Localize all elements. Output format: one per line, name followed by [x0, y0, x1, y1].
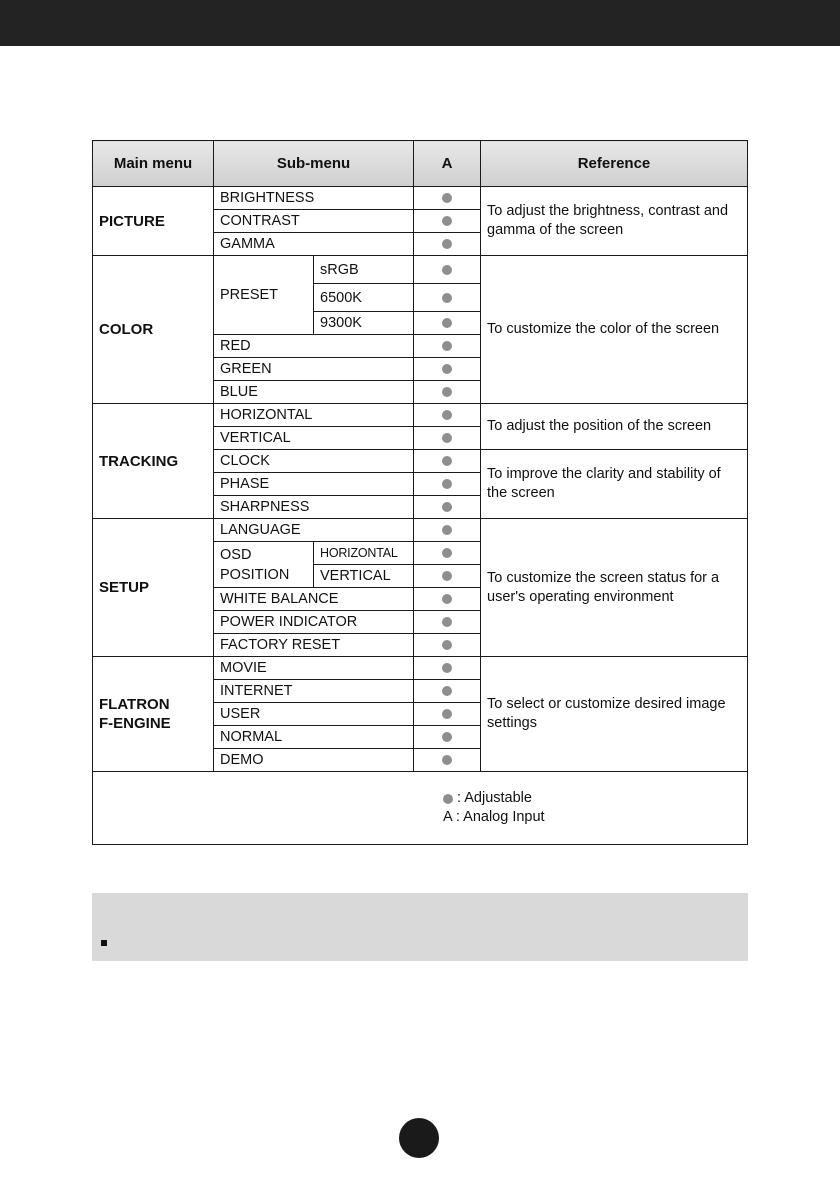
- adjustable-dot-icon: [442, 732, 452, 742]
- osd-label-line-1: OSD: [220, 546, 252, 563]
- osd-label-line-2: POSITION: [220, 566, 290, 583]
- adjustable-dot-icon: [442, 686, 452, 696]
- adjustable-dot-icon: [442, 364, 452, 374]
- adjustable-dot-icon: [442, 433, 452, 443]
- reference-setup: To customize the screen status for a user's operating environment: [481, 519, 748, 657]
- main-menu-flatron: [93, 657, 214, 772]
- sub-menu-item: FACTORY RESET: [214, 634, 414, 657]
- sub-menu-osd-position: [214, 542, 314, 588]
- adjustable-dot-icon: [442, 709, 452, 719]
- reference-flatron: To select or customize desired image settings: [481, 657, 748, 772]
- legend-row: [93, 772, 748, 845]
- adjustable-dot-icon: [442, 193, 452, 203]
- sub-menu-item: LANGUAGE: [214, 519, 414, 542]
- preset-option: sRGB: [314, 256, 414, 284]
- page-number-circle: [399, 1118, 439, 1158]
- adjustable-dot-icon: [442, 663, 452, 673]
- note-box: [92, 893, 748, 961]
- sub-menu-item: CLOCK: [214, 450, 414, 473]
- flatron-label-line-2: F-ENGINE: [99, 715, 171, 732]
- sub-menu-item: GAMMA: [214, 233, 414, 256]
- adjustable-dot-icon: [442, 456, 452, 466]
- sub-menu-item: POWER INDICATOR: [214, 611, 414, 634]
- legend-adjustable: : Adjustable: [457, 790, 532, 806]
- header-reference: Reference: [481, 141, 748, 187]
- sub-menu-item: INTERNET: [214, 680, 414, 703]
- main-menu-setup: SETUP: [93, 519, 214, 657]
- adjustable-dot-icon: [442, 640, 452, 650]
- sub-menu-item: DEMO: [214, 749, 414, 772]
- top-header-bar: [0, 0, 840, 46]
- preset-option: 9300K: [314, 312, 414, 335]
- adjustable-dot-icon: [442, 755, 452, 765]
- legend: [443, 789, 741, 827]
- table-row: [93, 256, 748, 284]
- legend-analog: A : Analog Input: [443, 809, 545, 825]
- sub-menu-item: HORIZONTAL: [214, 404, 414, 427]
- adjustable-dot-icon: [442, 265, 452, 275]
- preset-option: 6500K: [314, 284, 414, 312]
- adjustable-dot-icon: [442, 410, 452, 420]
- sub-menu-item: BLUE: [214, 381, 414, 404]
- sub-menu-item: SHARPNESS: [214, 496, 414, 519]
- flatron-label-line-1: FLATRON: [99, 696, 170, 713]
- sub-menu-item: BRIGHTNESS: [214, 187, 414, 210]
- sub-menu-item: WHITE BALANCE: [214, 588, 414, 611]
- sub-menu-item: NORMAL: [214, 726, 414, 749]
- main-menu-tracking: TRACKING: [93, 404, 214, 519]
- adjustable-dot-icon: [442, 548, 452, 558]
- adjustable-dot-icon: [442, 594, 452, 604]
- sub-menu-item: USER: [214, 703, 414, 726]
- reference-picture: To adjust the brightness, contrast and gamma of the screen: [481, 187, 748, 256]
- adjustable-dot-icon: [443, 794, 453, 804]
- sub-menu-item: VERTICAL: [214, 427, 414, 450]
- table-header-row: [93, 141, 748, 187]
- osd-option: HORIZONTAL: [314, 542, 414, 565]
- reference-tracking-clarity: To improve the clarity and stability of the screen: [481, 450, 748, 519]
- sub-menu-item: CONTRAST: [214, 210, 414, 233]
- reference-color: To customize the color of the screen: [481, 256, 748, 404]
- adjustable-dot-icon: [442, 479, 452, 489]
- sub-menu-item: GREEN: [214, 358, 414, 381]
- main-menu-color: COLOR: [93, 256, 214, 404]
- header-sub-menu: Sub-menu: [214, 141, 414, 187]
- table-row: [93, 187, 748, 210]
- main-menu-picture: PICTURE: [93, 187, 214, 256]
- header-main-menu: Main menu: [93, 141, 214, 187]
- adjustable-dot-icon: [442, 571, 452, 581]
- osd-option: VERTICAL: [314, 565, 414, 588]
- table-row: [93, 404, 748, 427]
- sub-menu-item: PHASE: [214, 473, 414, 496]
- adjustable-dot-icon: [442, 617, 452, 627]
- sub-menu-preset: PRESET: [214, 256, 314, 335]
- sub-menu-item: RED: [214, 335, 414, 358]
- table-row: [93, 519, 748, 542]
- adjustable-dot-icon: [442, 387, 452, 397]
- osd-menu-table: [92, 140, 748, 845]
- header-analog: A: [414, 141, 481, 187]
- adjustable-dot-icon: [442, 293, 452, 303]
- adjustable-dot-icon: [442, 239, 452, 249]
- adjustable-dot-icon: [442, 216, 452, 226]
- adjustable-dot-icon: [442, 341, 452, 351]
- reference-tracking-position: To adjust the position of the screen: [481, 404, 748, 450]
- bullet-icon: [101, 940, 107, 946]
- sub-menu-item: MOVIE: [214, 657, 414, 680]
- adjustable-dot-icon: [442, 318, 452, 328]
- table-row: [93, 657, 748, 680]
- adjustable-dot-icon: [442, 525, 452, 535]
- adjustable-dot-icon: [442, 502, 452, 512]
